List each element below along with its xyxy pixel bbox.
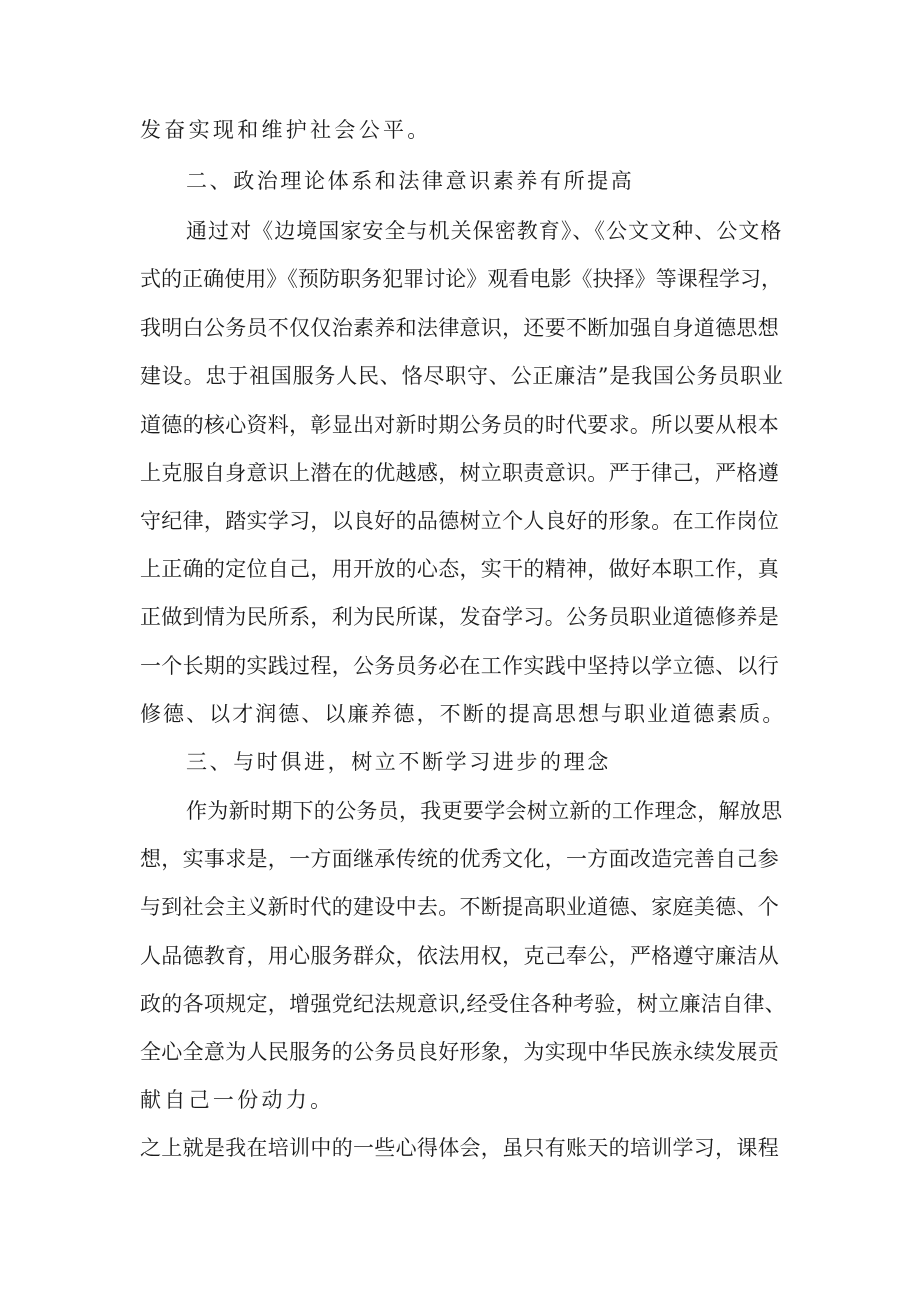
section-heading: 三、与时俱进，树立不断学习进步的理念 bbox=[186, 750, 611, 774]
section-heading: 二、政治理论体系和法律意识素养有所提高 bbox=[186, 169, 635, 193]
text-line: 上克服自身意识上潜在的优越感，树立职责意识。严于律己，严格遵 bbox=[140, 461, 779, 485]
text-line: 政的各项规定，增强党纪法规意识,经受住各种考验，树立廉洁自律、 bbox=[140, 992, 786, 1016]
text-line: 一个长期的实践过程，公务员务必在工作实践中坚持以学立德、以行 bbox=[140, 654, 779, 678]
text-line: 建设。忠于祖国服务人民、恪尽职守、公正廉洁”是我国公务员职业 bbox=[140, 364, 784, 388]
text-line: 修德、以才润德、以廉养德，不断的提高思想与职业道德素质。 bbox=[140, 702, 786, 726]
text-line: 通过对《边境国家安全与机关保密教育》、《公文文种、公文格 bbox=[186, 219, 783, 243]
text-line: 守纪律，踏实学习，以良好的品德树立个人良好的形象。在工作岗位 bbox=[140, 509, 779, 533]
text-line: 之上就是我在培训中的一些心得体会，虽只有账天的培训学习，课程 bbox=[140, 1136, 779, 1160]
text-line: 道德的核心资料，彰显出对新时期公务员的时代要求。所以要从根本 bbox=[140, 413, 779, 437]
text-line: 我明白公务员不仅仅治素养和法律意识，还要不断加强自身道德思想 bbox=[140, 316, 779, 340]
text-line: 正做到情为民所系，利为民所谋，发奋学习。公务员职业道德修养是 bbox=[140, 605, 779, 629]
text-line: 与到社会主义新时代的建设中去。不断提高职业道德、家庭美德、个 bbox=[140, 895, 779, 919]
text-line: 人品德教育，用心服务群众，依法用权，克己奉公，严格遵守廉洁从 bbox=[140, 944, 779, 968]
text-line: 作为新时期下的公务员，我更要学会树立新的工作理念，解放思 bbox=[186, 799, 783, 823]
text-line: 发奋实现和维护社会公平。 bbox=[140, 118, 432, 142]
text-line: 想，实事求是，一方面继承传统的优秀文化，一方面改造完善自己参 bbox=[140, 847, 779, 871]
text-line: 式的正确使用》《预防职务犯罪讨论》观看电影《抉择》等课程学习， bbox=[140, 267, 783, 291]
text-line: 全心全意为人民服务的公务员良好形象，为实现中华民族永续发展贡 bbox=[140, 1040, 779, 1064]
text-line: 献自己一份动力。 bbox=[140, 1088, 335, 1112]
text-line: 上正确的定位自己，用开放的心态，实干的精神，做好本职工作，真 bbox=[140, 557, 779, 581]
